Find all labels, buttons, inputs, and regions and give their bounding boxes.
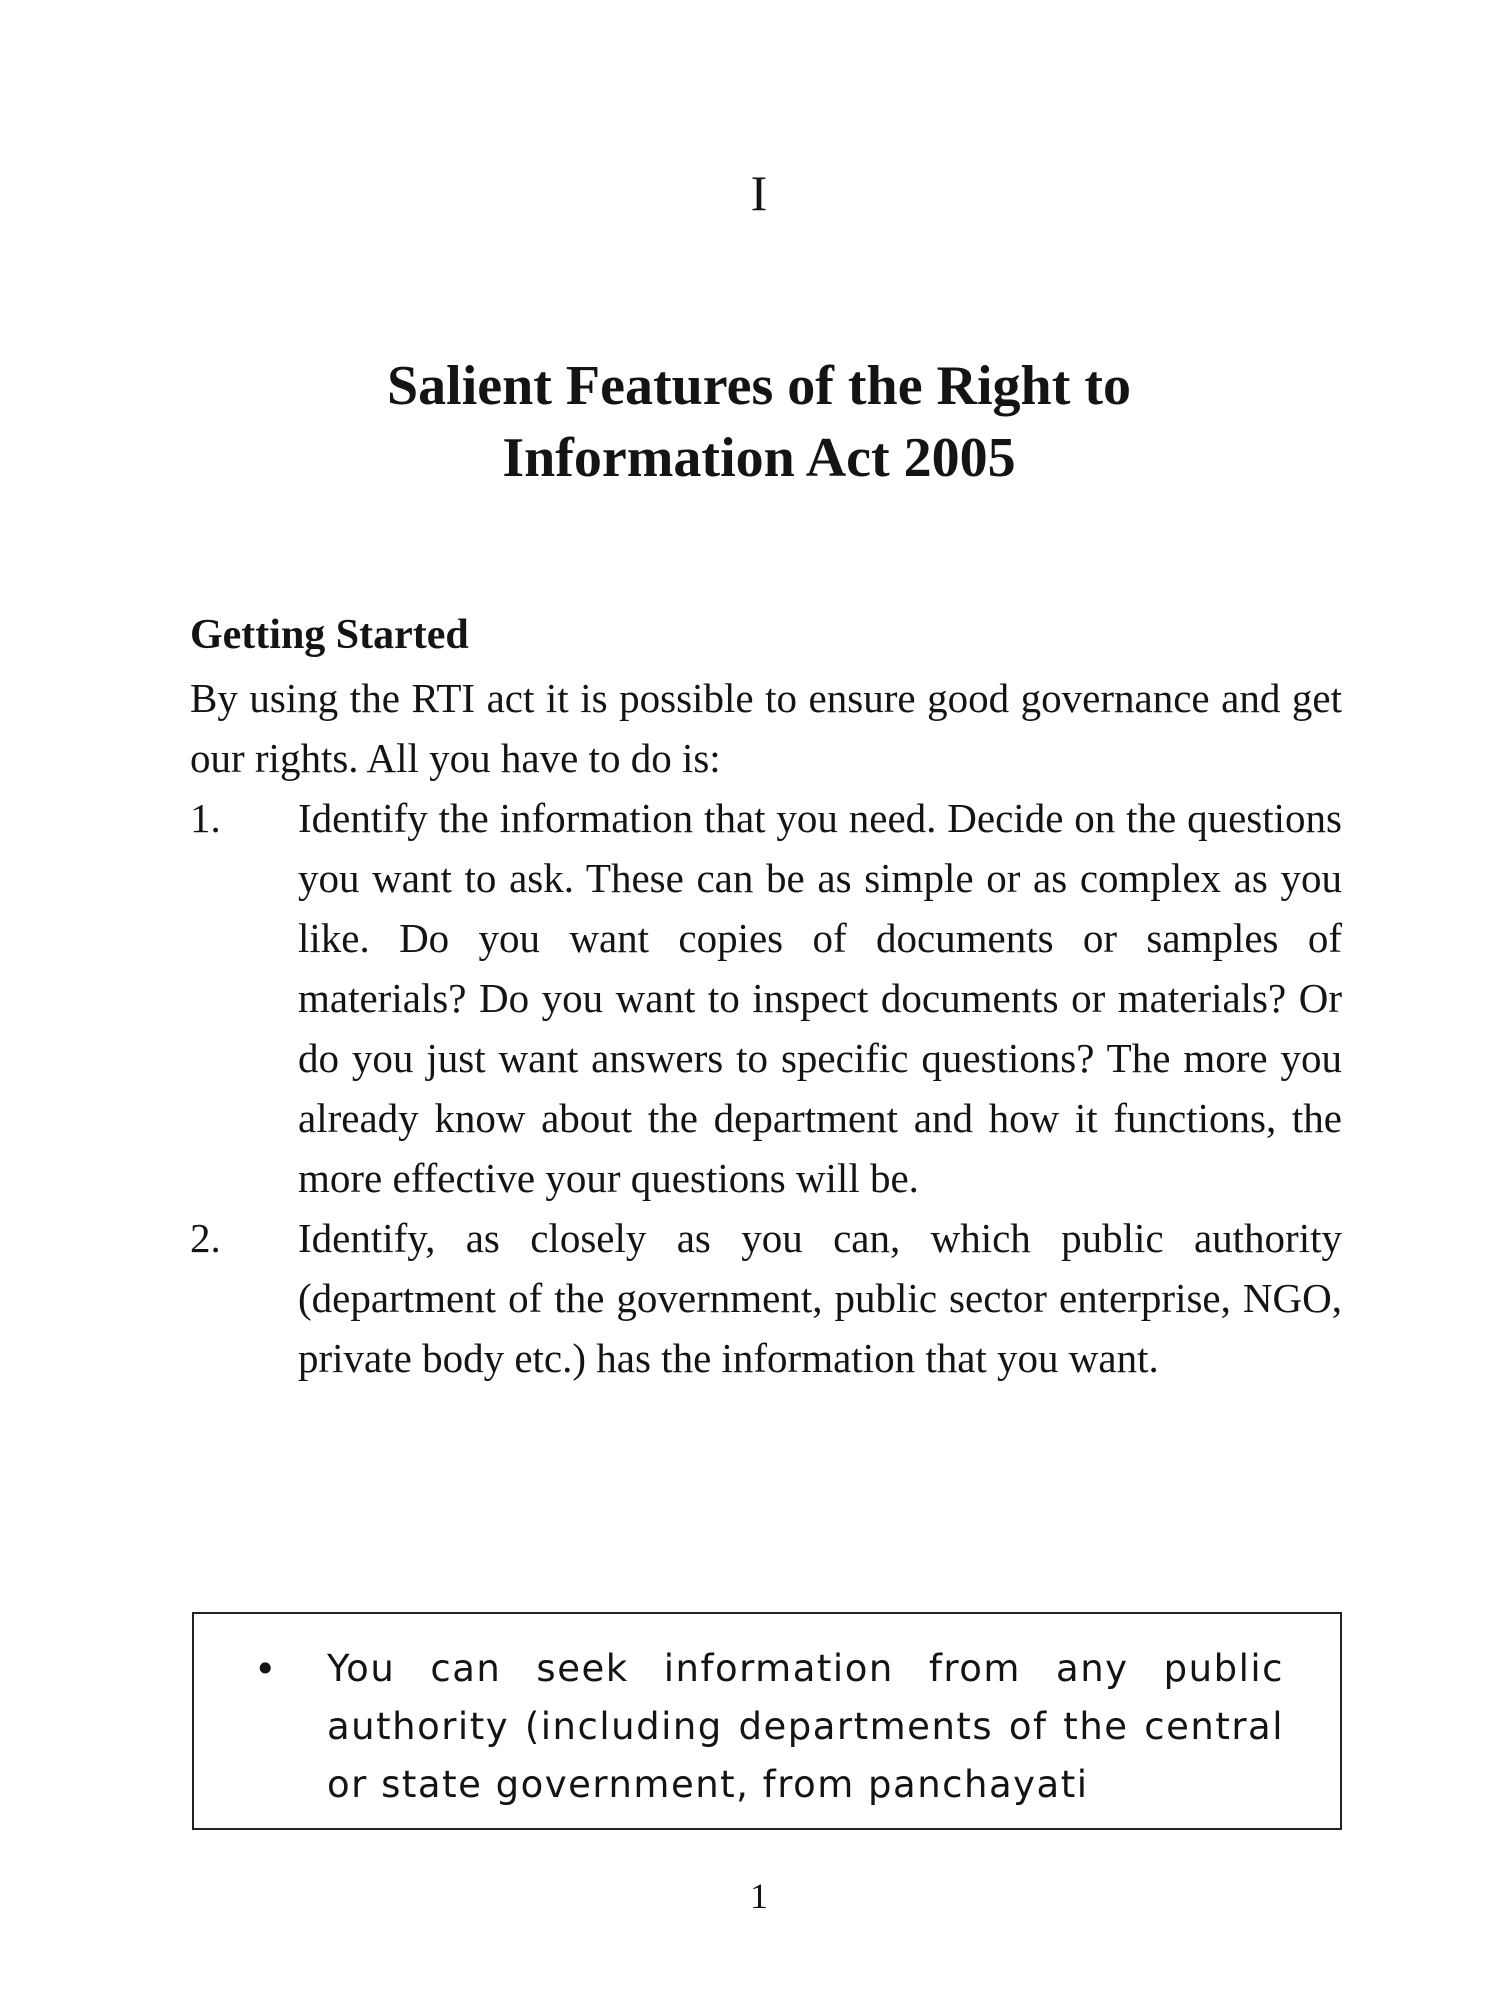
callout-box	[192, 1612, 1342, 1830]
section-heading: Getting Started	[190, 612, 469, 658]
page-number: 1	[750, 1876, 768, 1916]
list-item-text: Identify, as closely as you can, which public authority (department of the government, public sector enterprise, NGO, private body etc.) has the information that you want.	[298, 1215, 1342, 1381]
list-item-number: 2.	[190, 1215, 221, 1261]
list-item	[190, 1208, 1342, 1388]
bullet-icon: •	[254, 1647, 277, 1691]
list-item-text: Identify the information that you need. Decide on the questions you want to ask. These can be as simple or as complex as you like. Do you want copies of documents or samples of materials? Do you want to inspect documents or materials? Or do you just want answers to specific questions? The more you already know about the department and how it functions, the more effective your questions will be.	[298, 795, 1342, 1201]
callout-text: You can seek information from any public authority (including departments of the central or state government, from panchayati	[327, 1647, 1284, 1806]
intro-paragraph: By using the RTI act it is possible to ensure good governance and get our rights. All you have to do is:	[190, 675, 1342, 781]
page-title	[0, 350, 1500, 494]
main-content	[190, 608, 1342, 1388]
steps-list	[190, 788, 1342, 1388]
list-item-number: 1.	[190, 795, 221, 841]
title-line-2: Information Act 2005	[502, 427, 1016, 489]
list-item	[190, 788, 1342, 1208]
chapter-number: I	[750, 165, 768, 221]
callout-item	[254, 1640, 1284, 1814]
title-line-1: Salient Features of the Right to	[387, 355, 1131, 417]
